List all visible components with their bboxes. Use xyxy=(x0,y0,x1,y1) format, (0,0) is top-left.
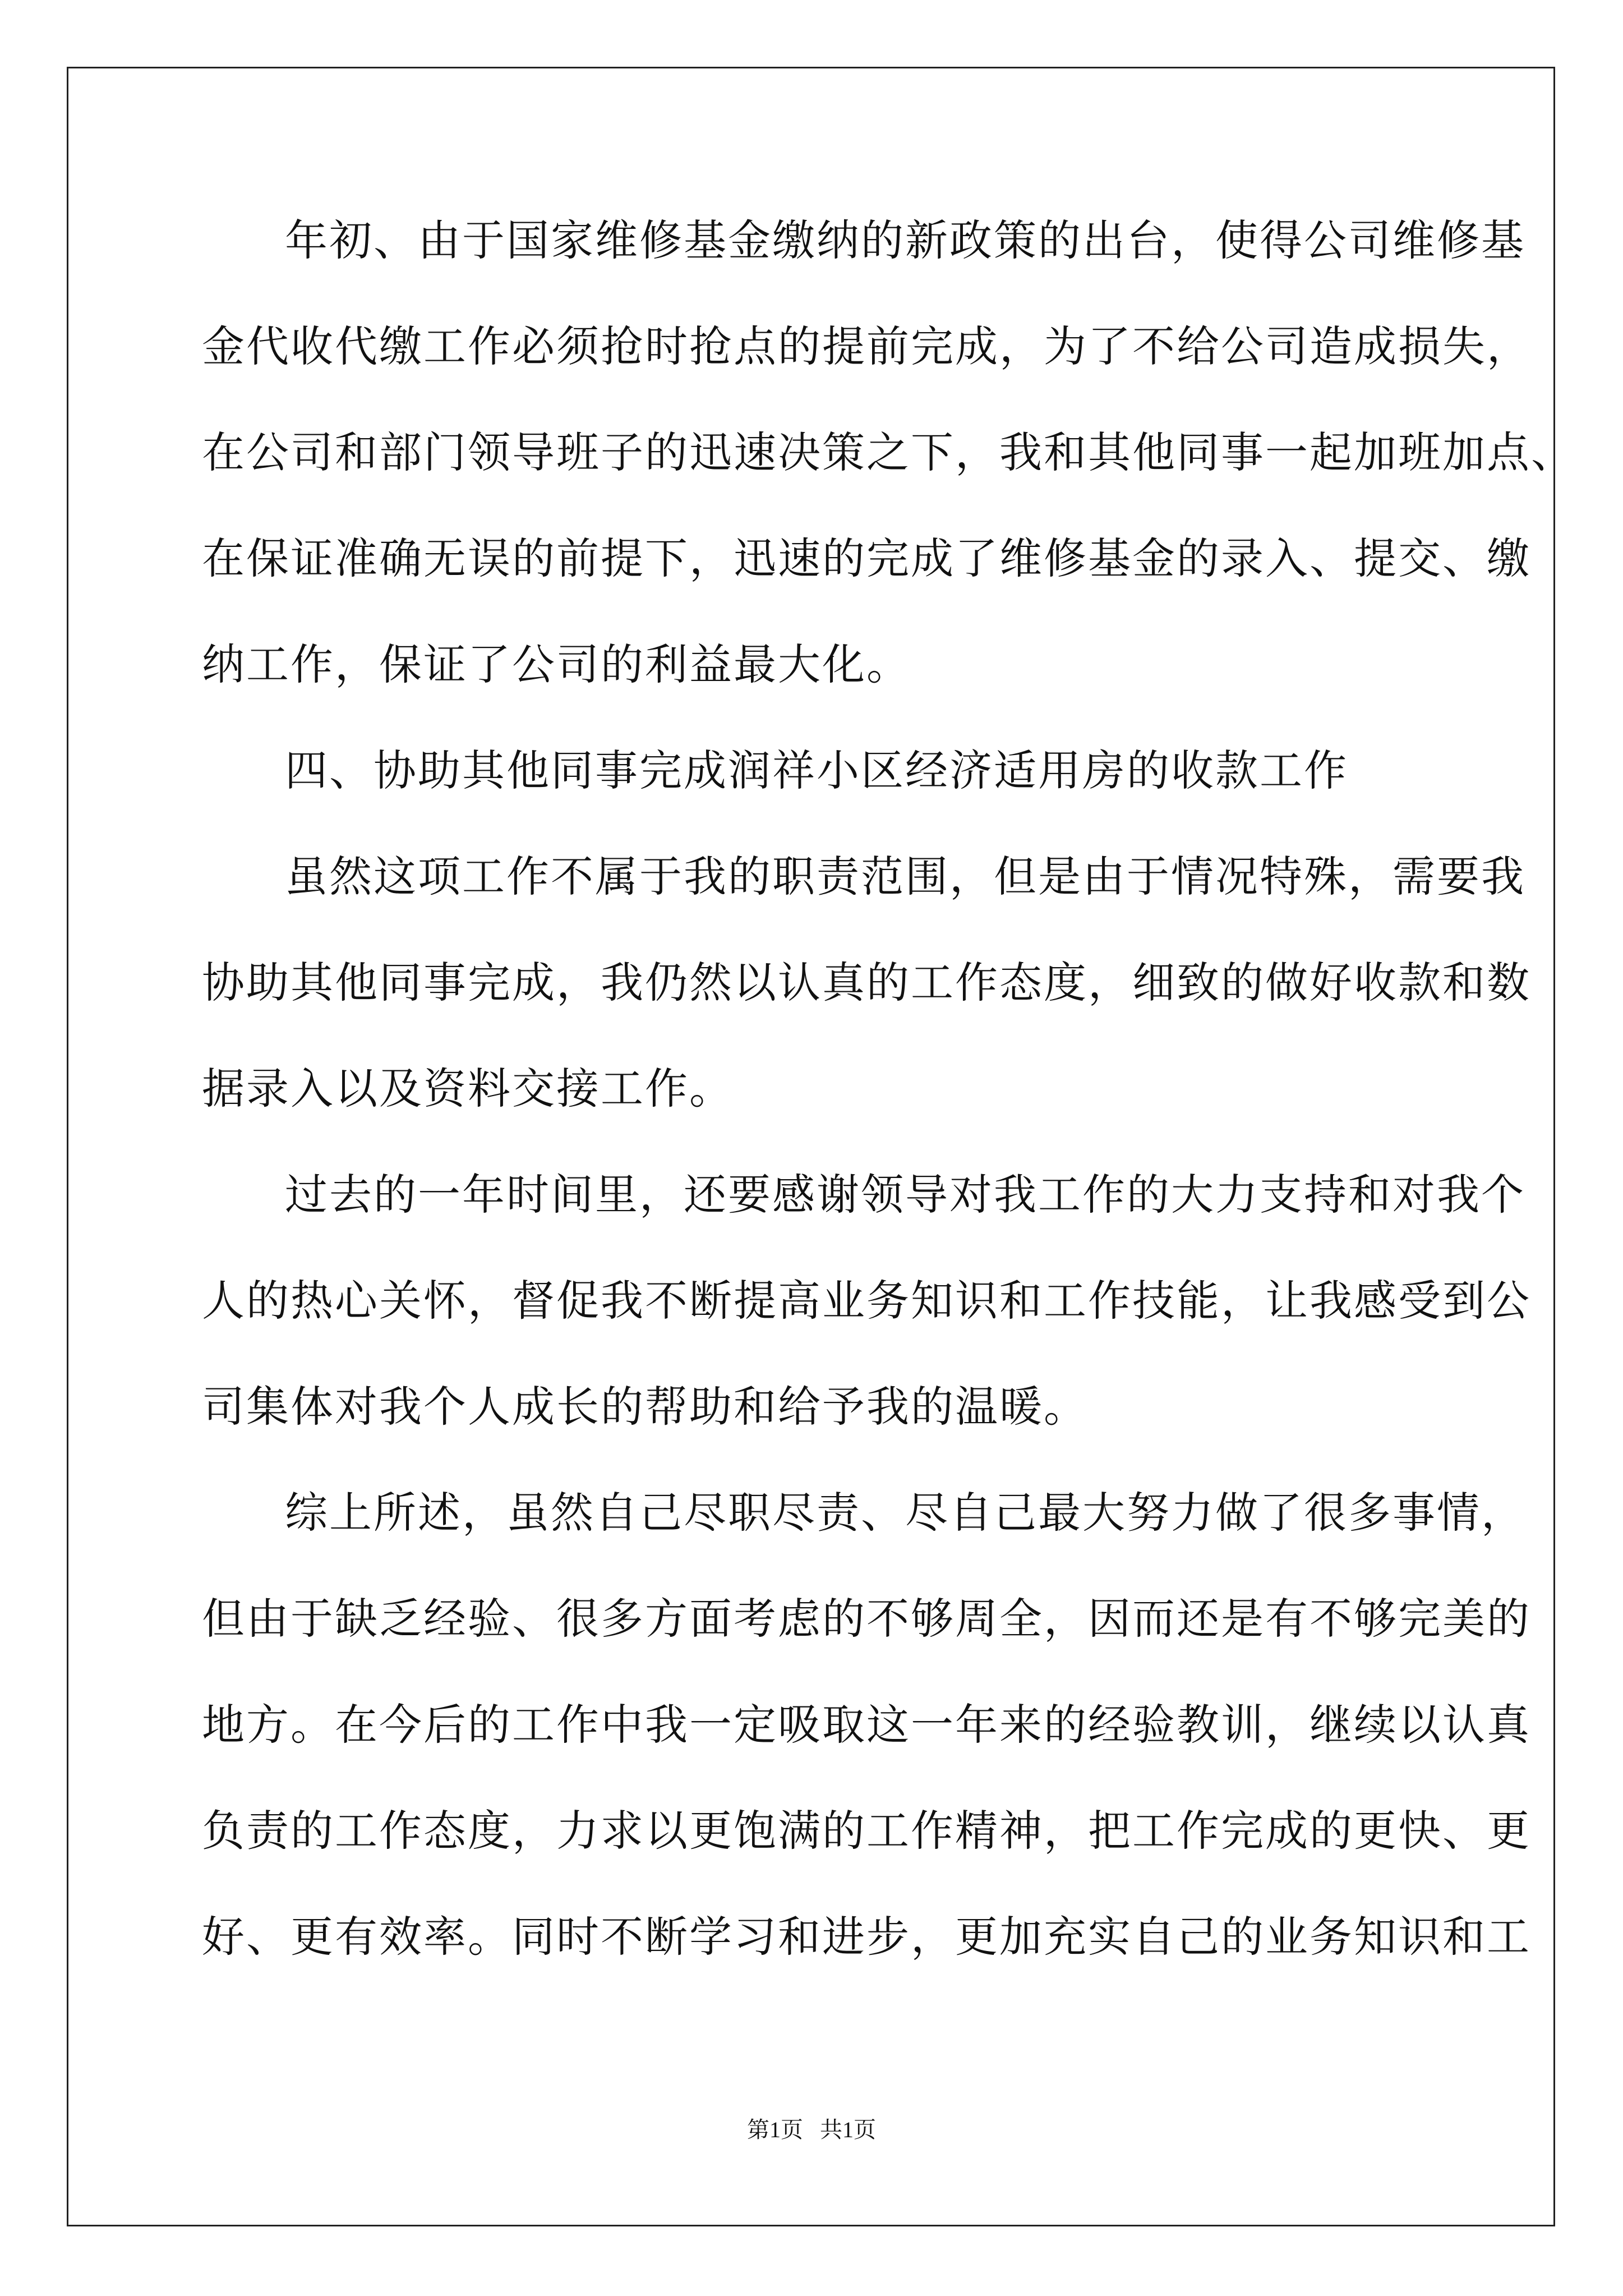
text-line: 协助其他同事完成，我仍然以认真的工作态度，细致的做好收款和数 xyxy=(202,958,1531,1007)
text-line: 在保证准确无误的前提下，迅速的完成了维修基金的录入、提交、缴 xyxy=(202,533,1531,583)
document-body xyxy=(202,213,1575,2016)
text-line: 综上所述，虽然自己尽职尽责、尽自己最大努力做了很多事情， xyxy=(285,1488,1525,1538)
text-line: 据录入以及资料交接工作。 xyxy=(202,1064,734,1114)
text-line: 过去的一年时间里，还要感谢领导对我工作的大力支持和对我个 xyxy=(285,1170,1525,1220)
text-line: 人的热心关怀，督促我不断提高业务知识和工作技能，让我感受到公 xyxy=(202,1276,1531,1326)
text-line: 年初、由于国家维修基金缴纳的新政策的出台，使得公司维修基 xyxy=(285,215,1525,265)
text-line: 金代收代缴工作必须抢时抢点的提前完成，为了不给公司造成损失， xyxy=(202,321,1531,371)
text-line: 地方。在今后的工作中我一定吸取这一年来的经验教训，继续以认真 xyxy=(202,1700,1531,1750)
page-footer: 第1页 共1页 xyxy=(747,2117,876,2142)
text-line: 好、更有效率。同时不断学习和进步，更加充实自己的业务知识和工 xyxy=(202,1912,1531,1962)
section-heading: 四、协助其他同事完成润祥小区经济适用房的收款工作 xyxy=(285,746,1348,795)
text-line: 负责的工作态度，力求以更饱满的工作精神，把工作完成的更快、更 xyxy=(202,1806,1531,1856)
text-line: 但由于缺乏经验、很多方面考虑的不够周全，因而还是有不够完美的 xyxy=(202,1594,1531,1644)
text-line: 司集体对我个人成长的帮助和给予我的温暖。 xyxy=(202,1382,1088,1432)
text-line: 在公司和部门领导班子的迅速决策之下，我和其他同事一起加班加点、 xyxy=(202,427,1575,477)
text-line: 虽然这项工作不属于我的职责范围，但是由于情况特殊，需要我 xyxy=(285,852,1525,901)
text-line: 纳工作，保证了公司的利益最大化。 xyxy=(202,639,911,689)
